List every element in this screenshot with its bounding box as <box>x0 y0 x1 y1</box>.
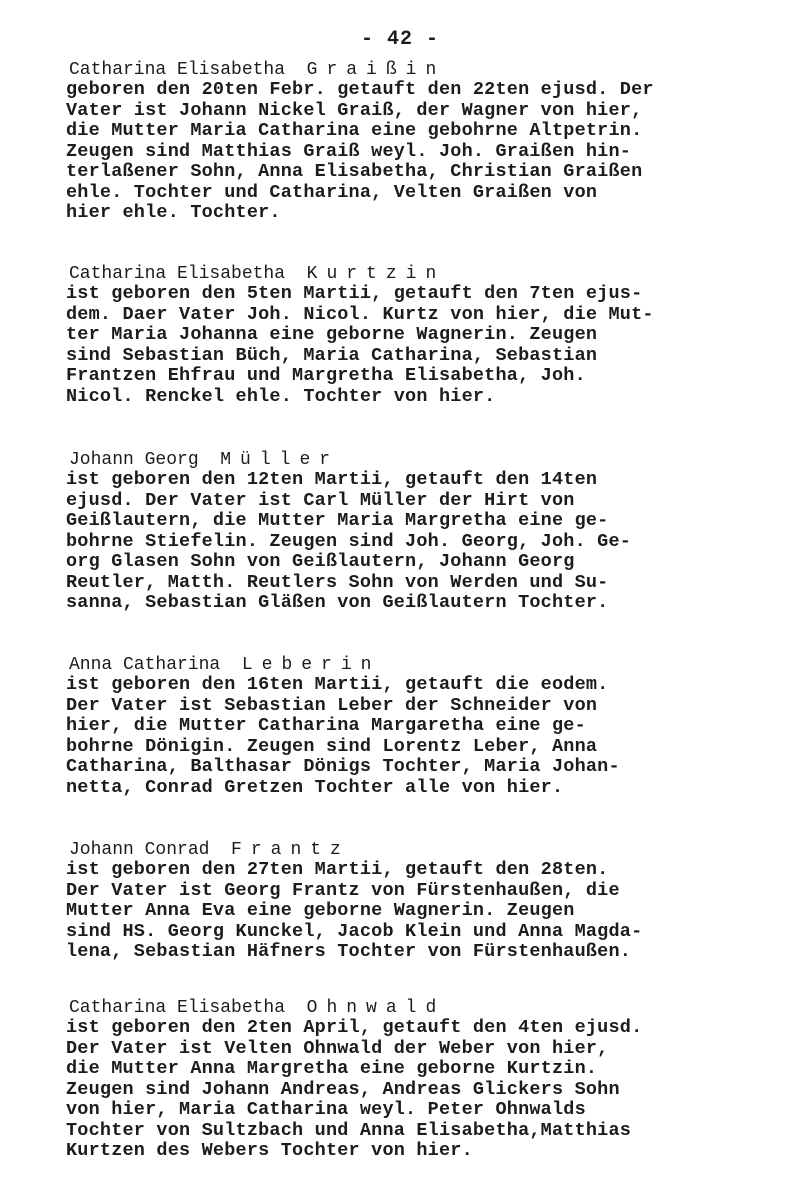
entry-line: ist geboren den 2ten April, getauft den 4ten ejusd. <box>66 1017 643 1038</box>
entry-line: sind HS. Georg Kunckel, Jacob Klein und Anna Magda- <box>66 920 643 942</box>
surname: Kurtzin <box>306 264 446 284</box>
entry-line: Zeugen sind Johann Andreas, Andreas Glickers Sohn <box>66 1078 620 1100</box>
entry-line: netta, Conrad Gretzen Tochter alle von hier. <box>66 776 564 798</box>
entry-line: Geißlautern, die Mutter Maria Margretha eine ge- <box>66 510 609 531</box>
entry-title <box>69 655 746 675</box>
entry-line: ter Maria Johanna eine geborne Wagnerin. Zeugen <box>66 324 598 345</box>
entry-line: ist geboren den 5ten Martii, getauft den 7ten ejus- <box>66 283 643 304</box>
surname: Graißin <box>306 60 446 80</box>
entry-line: geboren den 20ten Febr. getauft den 22ten ejusd. Der <box>66 79 654 100</box>
entry-line: hier ehle. Tochter. <box>66 202 281 223</box>
entry-line: hier, die Mutter Catharina Margaretha eine ge- <box>66 715 586 736</box>
entry-title <box>69 264 746 284</box>
entry-line: Frantzen Ehfrau und Margretha Elisabetha, Joh. <box>66 365 586 386</box>
entry-line: Reutler, Matth. Reutlers Sohn von Werden und Su- <box>66 571 609 593</box>
surname: Leberin <box>241 655 381 675</box>
given-names: Catharina Elisabetha <box>69 60 286 80</box>
entry-title <box>69 840 746 860</box>
surname: Ohnwald <box>306 998 446 1018</box>
entry-line: sanna, Sebastian Gläßen von Geißlautern Tochter. <box>66 592 609 613</box>
baptism-entry <box>66 998 746 1162</box>
entry-line: ist geboren den 12ten Martii, getauft den 14ten <box>66 469 598 490</box>
entry-line: die Mutter Anna Margretha eine geborne Kurtzin. <box>66 1058 598 1079</box>
entry-line: Der Vater ist Sebastian Leber der Schneider von <box>66 694 598 716</box>
entry-line: die Mutter Maria Catharina eine gebohrne Altpetrin. <box>66 120 643 141</box>
entry-line: org Glasen Sohn von Geißlautern, Johann Georg <box>66 551 575 572</box>
entry-line: terlaßener Sohn, Anna Elisabetha, Christian Graißen <box>66 161 643 182</box>
given-names: Catharina Elisabetha <box>69 998 286 1018</box>
surname: Frantz <box>231 840 350 860</box>
entry-line: ist geboren den 27ten Martii, getauft den 28ten. <box>66 859 609 880</box>
given-names: Catharina Elisabetha <box>69 264 286 284</box>
entry-line: Mutter Anna Eva eine geborne Wagnerin. Zeugen <box>66 900 575 921</box>
entry-line: ehle. Tochter und Catharina, Velten Graißen von <box>66 181 598 203</box>
baptism-entry <box>66 840 746 963</box>
entry-line: Vater ist Johann Nickel Graiß, der Wagner von hier, <box>66 99 643 121</box>
entry-line: lena, Sebastian Häfners Tochter von Fürstenhaußen. <box>66 941 632 962</box>
entry-line: Tochter von Sultzbach und Anna Elisabetha,Matthias <box>66 1119 632 1141</box>
entry-line: Kurtzen des Webers Tochter von hier. <box>66 1140 473 1161</box>
surname: Müller <box>220 450 340 470</box>
given-names: Johann Conrad <box>69 840 210 860</box>
baptism-entry <box>66 60 746 224</box>
entry-line: Catharina, Balthasar Dönigs Tochter, Maria Johan- <box>66 756 620 777</box>
page-number: - 42 - <box>360 28 439 51</box>
entry-line: Der Vater ist Velten Ohnwald der Weber von hier, <box>66 1037 609 1059</box>
given-names: Anna Catharina <box>69 655 221 675</box>
baptism-entry <box>66 655 746 798</box>
entry-line: bohrne Stiefelin. Zeugen sind Joh. Georg, Joh. Ge- <box>66 530 632 552</box>
entry-line: sind Sebastian Büch, Maria Catharina, Sebastian <box>66 344 598 366</box>
given-names: Johann Georg <box>69 450 199 470</box>
entry-title <box>69 60 746 80</box>
baptism-entry <box>66 450 746 614</box>
entry-line: bohrne Dönigin. Zeugen sind Lorentz Leber, Anna <box>66 735 598 757</box>
entry-line: dem. Daer Vater Joh. Nicol. Kurtz von hier, die Mut- <box>66 303 654 325</box>
baptism-entry <box>66 264 746 407</box>
entry-line: ist geboren den 16ten Martii, getauft die eodem. <box>66 674 609 695</box>
entry-line: Nicol. Renckel ehle. Tochter von hier. <box>66 385 496 407</box>
entry-line: von hier, Maria Catharina weyl. Peter Ohnwalds <box>66 1099 586 1120</box>
entry-line: ejusd. Der Vater ist Carl Müller der Hirt von <box>66 489 575 511</box>
entry-line: Der Vater ist Georg Frantz von Fürstenhaußen, die <box>66 879 620 901</box>
entry-title <box>69 998 746 1018</box>
entry-line: Zeugen sind Matthias Graiß weyl. Joh. Graißen hin- <box>66 140 632 162</box>
entry-title <box>69 450 746 470</box>
